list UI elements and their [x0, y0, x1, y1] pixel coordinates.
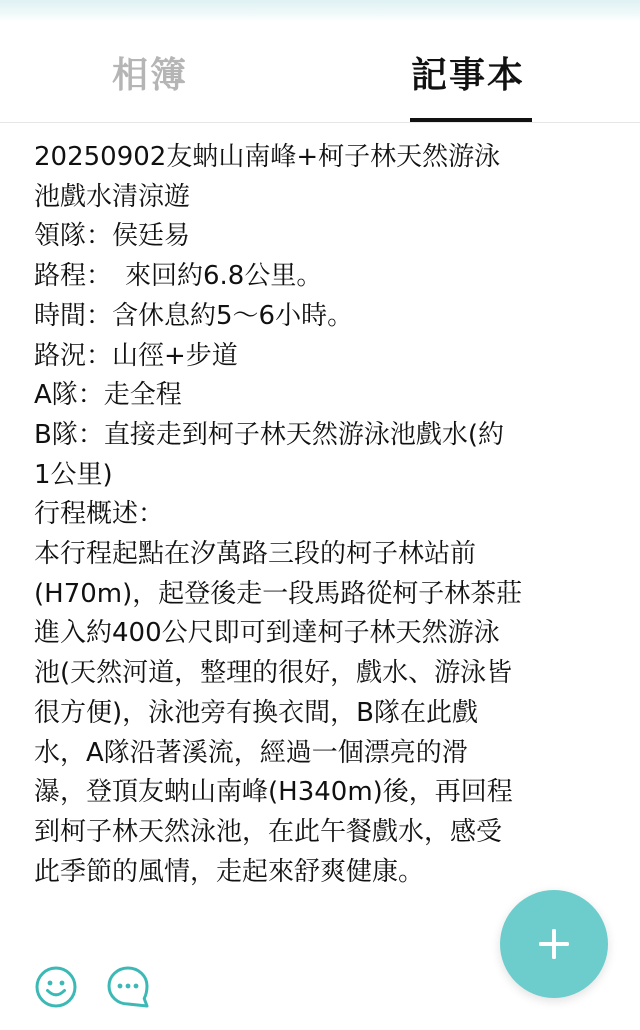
note-line: 此季節的風情，走起來舒爽健康。: [34, 856, 425, 887]
plus-icon: [534, 924, 574, 964]
tab-bar: [0, 22, 640, 123]
note-line: 進入約400公尺即可到達柯子林天然游泳: [34, 618, 500, 649]
note-line: 路程： 來回約6.8公里。: [34, 261, 323, 292]
top-decoration: [0, 0, 640, 22]
add-note-button[interactable]: [500, 890, 608, 998]
note-line: 池戲水清涼遊: [34, 181, 191, 212]
comment-button[interactable]: [106, 965, 150, 1009]
chat-bubble-icon: [106, 965, 150, 1009]
note-line: A隊：走全程: [34, 380, 182, 411]
note-line: 時間：含休息約5～6小時。: [34, 300, 354, 331]
note-line: 很方便)，泳池旁有換衣間，B隊在此戲: [34, 697, 478, 728]
note-line: 本行程起點在汐萬路三段的柯子林站前: [34, 539, 477, 570]
note-line: 到柯子林天然泳池，在此午餐戲水，感受: [34, 816, 503, 847]
note-line: 水，A隊沿著溪流，經過一個漂亮的滑: [34, 737, 468, 768]
tab-notes[interactable]: 記事本: [410, 54, 525, 96]
note-line: 路況：山徑+步道: [34, 340, 238, 371]
note-line: (H70m)，起登後走一段馬路從柯子林茶莊: [34, 578, 523, 609]
note-line: 行程概述：: [34, 499, 165, 530]
note-line: 池(天然河道，整理的很好，戲水、游泳皆: [34, 658, 513, 689]
note-line: 領隊：侯廷易: [34, 221, 191, 252]
smiley-icon: [34, 965, 78, 1009]
active-tab-indicator: [410, 118, 532, 122]
note-content: [34, 138, 594, 892]
note-line: 20250902友蚋山南峰+柯子林天然游泳: [34, 142, 501, 172]
tab-album[interactable]: 相簿: [111, 54, 188, 96]
emoji-button[interactable]: [34, 965, 78, 1009]
note-line: 瀑，登頂友蚋山南峰(H340m)後，再回程: [34, 777, 513, 808]
note-line: 1公里): [34, 459, 113, 490]
note-line: B隊：直接走到柯子林天然游泳池戲水(約: [34, 419, 504, 450]
